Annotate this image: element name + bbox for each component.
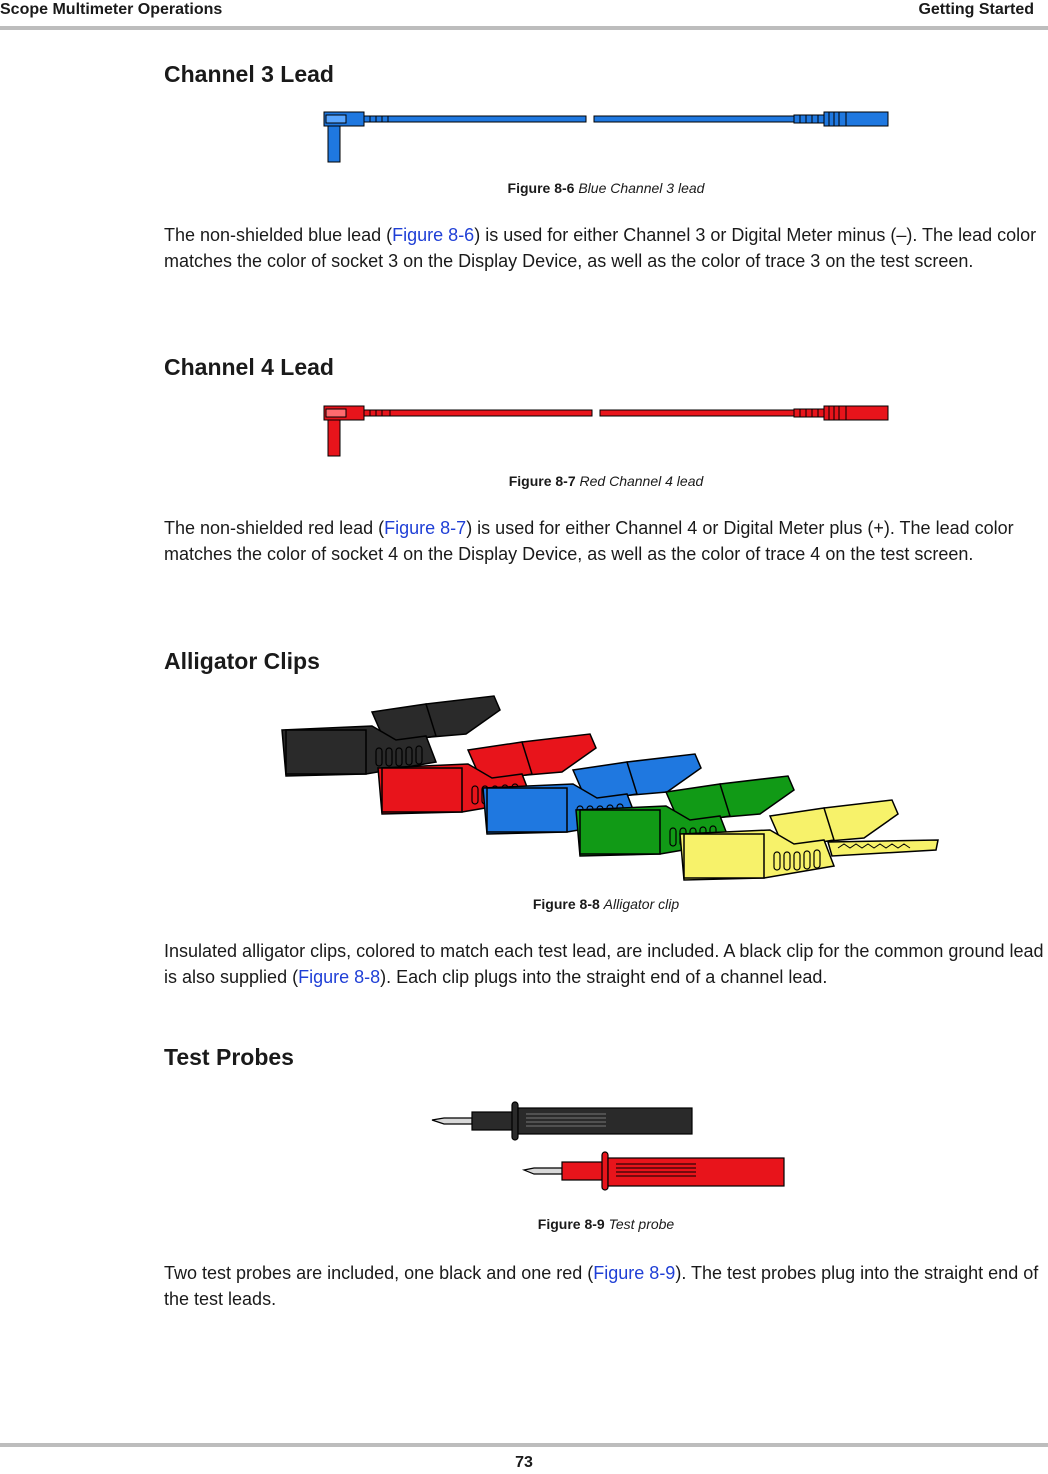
paragraph-text: ). The test probes plug into the straight end of the test leads.	[164, 1263, 1039, 1309]
paragraph-text: The non-shielded red lead (	[164, 518, 385, 538]
heading-alligator-clips: Alligator Clips	[164, 648, 320, 674]
paragraph-text: ) is used for either Channel 3 or Digital Meter minus (–). The lead color matches the color of socket 3 on the Display Device, as well as the color of trace 3 on the test screen.	[164, 225, 1037, 271]
paragraph-text: Insulated alligator clips, colored to match each test lead, are included. A black clip for the common ground lead is also supplied (	[164, 941, 1044, 987]
heading-channel-4-lead: Channel 4 Lead	[164, 354, 334, 380]
paragraph-alligator-clips	[164, 938, 1044, 990]
test-probes-illustration	[430, 1100, 790, 1190]
red-probe	[524, 1152, 784, 1190]
alligator-clips-illustration	[272, 692, 952, 892]
figure-number: Figure 8-9	[537, 1216, 605, 1232]
header-rule	[0, 26, 1048, 30]
footer-rule	[0, 1443, 1048, 1447]
header-section-title: Scope Multimeter Operations	[0, 1, 223, 18]
heading-channel-3-lead: Channel 3 Lead	[164, 61, 334, 87]
figure-8-6-link[interactable]: Figure 8-6	[392, 225, 475, 245]
figure-8-7-caption	[164, 472, 1048, 490]
paragraph-text: ). Each clip plugs into the straight end of a channel lead.	[380, 967, 828, 987]
figure-8-9-caption	[164, 1215, 1048, 1233]
paragraph-channel-3	[164, 222, 1044, 274]
figure-8-9-link[interactable]: Figure 8-9	[593, 1263, 676, 1283]
page-number: 73	[515, 1454, 533, 1471]
paragraph-text: ) is used for either Channel 4 or Digital Meter plus (+). The lead color matches the color of socket 4 on the Display Device, as well as the color of trace 4 on the test screen.	[164, 518, 1014, 564]
blue-lead-illustration	[322, 108, 892, 164]
paragraph-text: Two test probes are included, one black and one red (	[164, 1263, 594, 1283]
paragraph-channel-4	[164, 515, 1044, 567]
heading-test-probes: Test Probes	[164, 1044, 294, 1070]
figure-8-8-caption	[164, 895, 1048, 913]
figure-number: Figure 8-7	[508, 473, 576, 489]
figure-8-8-link[interactable]: Figure 8-8	[298, 967, 381, 987]
figure-8-7-link[interactable]: Figure 8-7	[384, 518, 467, 538]
figure-8-6-caption	[164, 179, 1048, 197]
red-lead-illustration	[322, 402, 892, 458]
figure-caption-text: Blue Channel 3 lead	[578, 180, 705, 196]
figure-caption-text: Red Channel 4 lead	[579, 473, 704, 489]
paragraph-test-probes	[164, 1260, 1044, 1312]
running-header	[0, 0, 1048, 22]
paragraph-text: The non-shielded blue lead (	[164, 225, 393, 245]
figure-number: Figure 8-8	[532, 896, 600, 912]
figure-caption-text: Test probe	[608, 1216, 675, 1232]
figure-number: Figure 8-6	[507, 180, 575, 196]
black-probe	[432, 1102, 692, 1140]
header-chapter-title: Getting Started	[918, 1, 1034, 18]
figure-caption-text: Alligator clip	[603, 896, 680, 912]
